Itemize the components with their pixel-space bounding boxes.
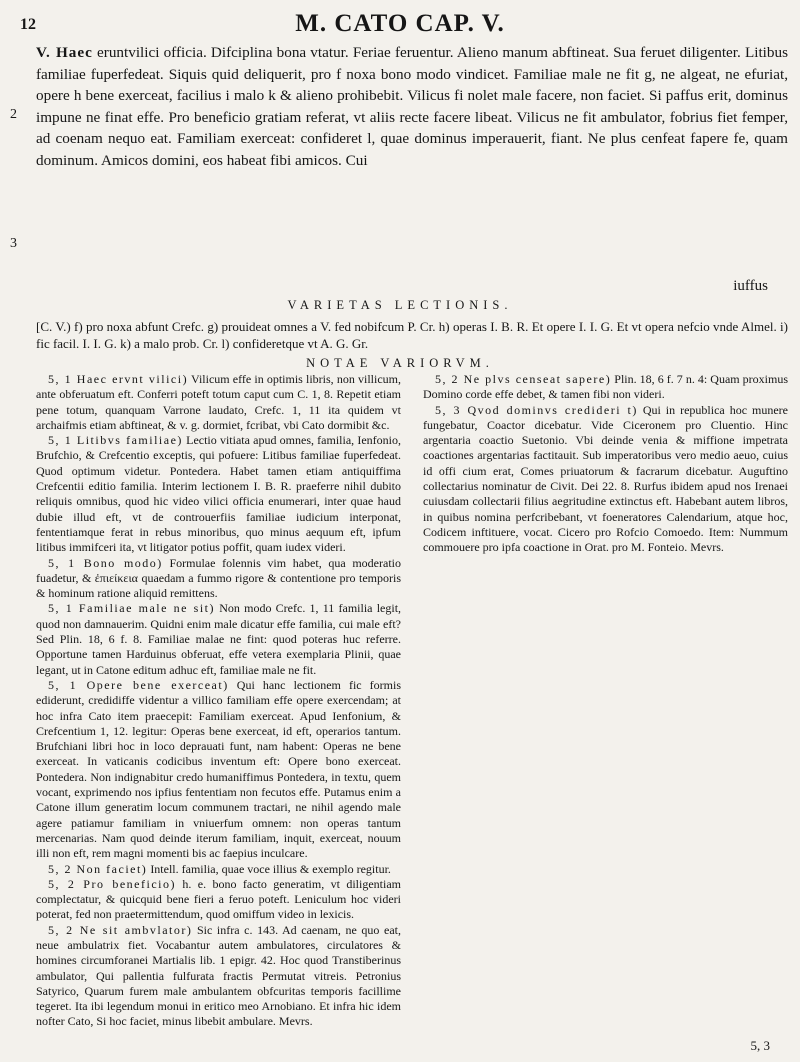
note-text: Qui in republica hoc munere fungebatur, Coactor dicebatur. Vide Ciceronem pro Cluentio. Hinc argentaria coactio Suetonio. Vbi deinde venia & miffione impetrata coactiones argentarias factitauit. Sub imperatoribus vero medio aeuo, cuius id offi cium erat, Comes priuatorum & facrarum dicebatur. Auguftino collectarius nominatur de Civit. Dei 22. 8. Rurfus ibidem apud nos Irenaei cuiusdam collectarii filius aegritudine extinctus eft. Habebant autem libros, in quibus nomina perfcribebant, vt foeneratores Calendarium, atque hoc, Codicem inftituere, vocat. Cicero pro Rofcio Comoedo. Item: Nummum commouere pro ipfa coactione in Orat. pro M. Fonteio. Mevrs. <box>423 402 789 555</box>
note <box>423 403 788 556</box>
note-lemma: 5, 1 Bono modo) <box>48 555 163 570</box>
page-number: 12 <box>20 16 36 33</box>
note-text: Vilicum effe in optimis libris, non villicum, ante obferuatum eft. Conferri poteft totum caput cum C. 1, 8. Repetit etiam pene totum, quanquam Varrone laudato, Crefc. 1, 11 ita quidem vt archaifmis etiam abftineat, & v. g. dormiet, fcribat, vbi Cato dormibit &c. <box>36 372 401 432</box>
page-title: M. CATO CAP. V. <box>295 10 505 37</box>
note-lemma: 5, 1 Litibvs familiae) <box>48 433 183 448</box>
note-text: Lectio vitiata apud omnes, familia, Ienfonio, Brufchio, & Crefcentio exceptis, qui pofuere: Litibus familiae fuperfedeat. Quod optimum videtur. Pontedera. Habet tamen etiam antiquiffima Crefcentii editio familia. Interim lectionem I. B. R. praeferre nihil dubito reliquis omnibus, quod hic video vilici officia enumerari, inter quae haud dubie illud eft, vt de controuerfiis familiae iudicium interponat, fententiamque ferat in rebus minoribus, quo minus aequum eft, ipfum litibus immifceri ita, vt litigator potius poffit, quam iudex videri. <box>36 433 402 555</box>
note-text: Qui hanc lectionem fic formis ediderunt, credidiffe videntur a villico familiam effe opere exercendam; at hoc infra Cato item praecepit: Familiam exerceat. Apud Ienfonium, & Crefcentium 1, 12. legitur: Operas bene exerceat, id eft, operarios tantum. Brufchiani libri hoc in loco deprauati funt, nam habent: Operas ne bene exerceat. In vaticanis codicibus inventum eft: Opere bono exerceat. Pontedera. Non indignabitur credo humaniffimus Pontedera, in textu, quem vocant, exprimendo nos ipfius fententiam non fecutos effe. Putamus enim a Catone illum generatim locum communem tractari, ne nihil agendo male agere patiamur familiam in vniuerfum omnem: non operas tantum mercenarias. Nam quod deinde iterum familiam, inquit, exerceat, nouum illi non eft, rem magni momenti bis ac faepius inculcare. <box>36 677 402 861</box>
note <box>423 372 788 403</box>
note-lemma: 5, 2 Pro beneficio) <box>48 876 176 891</box>
note-lemma: 5, 1 Opere bene exerceat) <box>48 677 229 692</box>
main-body: eruntvilici officia. Difciplina bona vtatur. Feriae feruentur. Alieno manum abftineat. Sua feruet diligenter. Litibus familiae fuperfedeat. Siquis quid deliquerit, pro f noxa bono modo vindicet. Familiae male ne fit g, ne algeat, ne efuriat, opere h bene exerceat, facilius i malo k & alieno prohibebit. Vilicus fi nolet male facere, non faciet. Si paffus erit, dominus impune ne finat effe. Pro beneficio gratiam referat, vt aliis recte facere libeat. Vilicus ne fit ambulator, fobrius fiet femper, ad coenam nequo eat. Familiam exerceat: confideret l, quae dominus imperauerit, fiant. Ne plus cenfeat fapere fe, quam dominum. Amicos domini, eos habeat fibi amicos. Cui <box>36 44 789 169</box>
note-lemma: 5, 1 Familiae male ne sit) <box>48 601 216 616</box>
notes-catchword: 5, 3 <box>750 1038 770 1053</box>
margin-number-2: 2 <box>10 107 17 122</box>
note-lemma: 5, 2 Non faciet) <box>48 861 148 876</box>
note-lemma: 5, 2 Ne plvs censeat sapere) <box>435 372 612 386</box>
running-head <box>20 6 780 40</box>
note <box>36 877 401 923</box>
section-lead: V. Haec <box>36 44 93 61</box>
note <box>36 372 401 433</box>
note-text: h. e. bono facto generatim, vt diligentiam complectatur, & quicquid bene fieri a feruo poteft. Leniculum hoc videri poterat, fed non praetermittendum, quod omiffum video in lexicis. <box>36 876 401 922</box>
note-text: Plin. 18, 6 f. 7 n. 4: Quam proximus Domino corde effe debet, & tamen fibi non videri. <box>423 372 788 402</box>
note-lemma: 5, 2 Ne sit ambvlator) <box>48 922 193 937</box>
note-lemma: 5, 1 Haec ervnt vilici) <box>48 372 189 386</box>
note <box>36 556 401 602</box>
note <box>36 601 401 677</box>
notes-columns <box>36 372 788 1044</box>
note <box>36 862 401 877</box>
variants-text <box>36 318 788 352</box>
note-text: Sic infra c. 143. Ad caenam, ne quo eat, neue ambulatrix fiet. Vocabantur autem ambulatores, circulatores & homines circumforanei Martialis lib. 1 epigr. 42. Hoc quod Transtiberinus ambulator, Qui pallentia fulfurata fractis Permutat vitreis. Petronius Satyrico, Quarum furem male ambulantem obfcuritas temporis facillime tegeret. Ita ibi legendum monui in eritico meo Arnobiano. Et infra hic idem nofter Cato, Si hoc faciet, minus libebit ambulare. Mevrs. <box>36 922 401 1029</box>
variants-heading: VARIETAS LECTIONIS. <box>287 298 513 312</box>
main-paragraph <box>36 42 788 172</box>
note-text: Non modo Crefc. 1, 11 familia legit, quod non damnauerim. Quidni enim male dicatur effe familia, cui male eft? Sed Plin. 18, 6 f. 8. Familiae malae ne fint: quod poteras huc referre. Opportune tamen Harduinus obferuat, effe vetera exemplaria Plinii, quae legant, ut in Catone editum adhuc eft, familiae male ne fit. <box>36 601 402 677</box>
variants-paragraph: [C. V.) f) pro noxa abfunt Crefc. g) prouideat omnes a V. fed nobifcum P. Cr. h) operas I. B. R. Et opere I. I. G. Et vt opera nefcio vnde Almel. i) fic facil. I. I. G. k) a malo prob. Cr. l) confideretque vt A. G. Gr. <box>36 319 788 351</box>
note <box>36 433 401 555</box>
note-text: Intell. familia, quae voce illius & exemplo regitur. <box>150 861 391 876</box>
note <box>36 923 401 1030</box>
notes-heading: NOTAE VARIORVM. <box>306 356 494 370</box>
catchword: iuffus <box>733 278 768 294</box>
note-lemma: 5, 3 Qvod dominvs credideri t) <box>435 402 638 417</box>
margin-number-3: 3 <box>10 236 17 251</box>
note <box>36 678 401 862</box>
note-text: Formulae folennis vim habet, qua moderatio fuadetur, & ἐπιείκεια quaedam a fummo rigore & contentione pro temporis & hominum ratione aliquid remittens. <box>36 555 401 601</box>
main-text <box>36 42 788 172</box>
